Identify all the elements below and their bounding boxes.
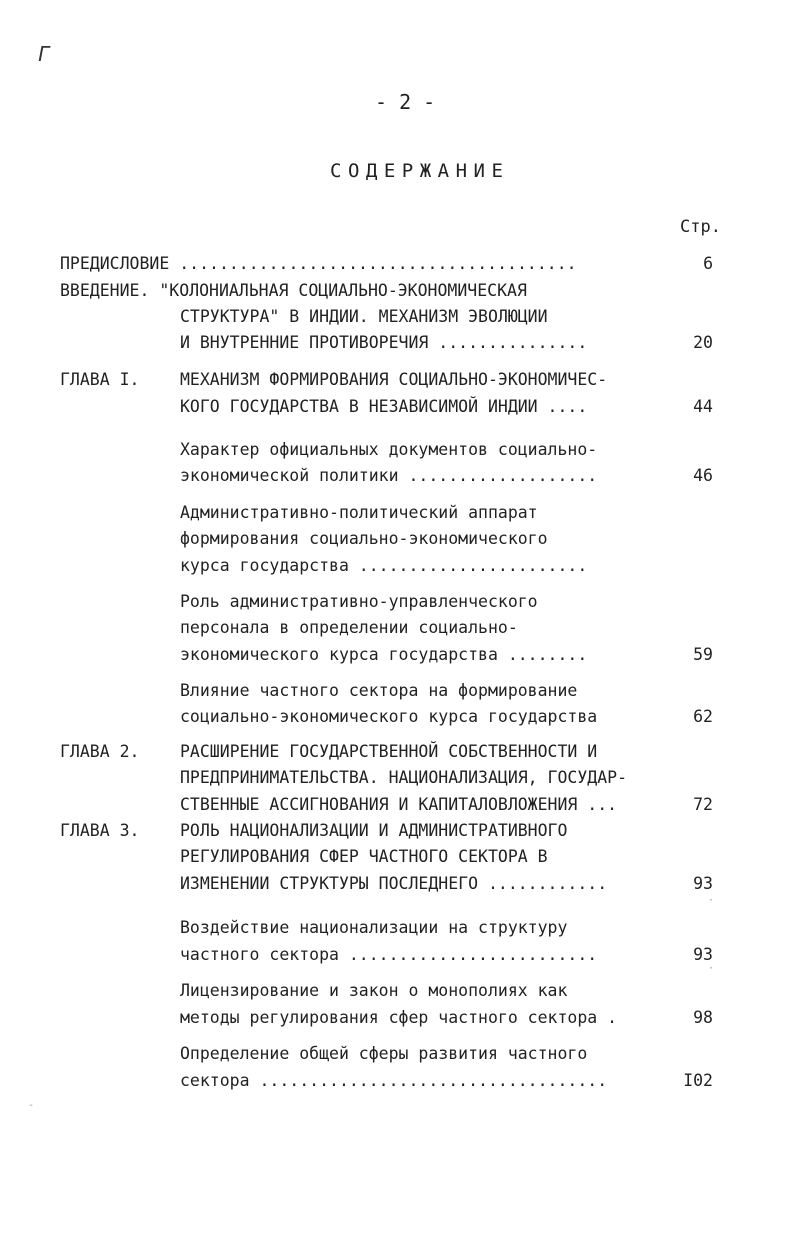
toc-entry-line: курса государства ....................... bbox=[180, 556, 588, 575]
toc-entry-line: формирования социально-экономического bbox=[180, 529, 548, 548]
toc-chapter-label: ГЛАВА 2. bbox=[60, 742, 140, 761]
toc-entry-line: Определение общей сферы развития частного bbox=[180, 1044, 588, 1063]
toc-entry-line: И ВНУТРЕННИЕ ПРОТИВОРЕЧИЯ ............... bbox=[180, 333, 588, 352]
toc-entry-line: экономического курса государства ........ bbox=[180, 645, 588, 664]
toc-entry-line: ИЗМЕНЕНИИ СТРУКТУРЫ ПОСЛЕДНЕГО ............ bbox=[180, 874, 608, 893]
toc-entry-line: сектора ................................... bbox=[180, 1071, 608, 1090]
toc-entry-line: Лицензирование и закон о монополиях как bbox=[180, 981, 568, 1000]
page-number: - 2 - bbox=[375, 90, 436, 114]
scan-speck: ‐ bbox=[28, 1100, 35, 1111]
toc-entry-line: социально-экономического курса государства bbox=[180, 707, 598, 726]
toc-entry-page: 20 bbox=[693, 333, 713, 352]
toc-entry-page: 59 bbox=[693, 645, 713, 664]
toc-entry-line: Административно-политический аппарат bbox=[180, 503, 538, 522]
toc-entry-line: Воздействие национализации на структуру bbox=[180, 918, 568, 937]
toc-entry-line: РАСШИРЕНИЕ ГОСУДАРСТВЕННОЙ СОБСТВЕННОСТИ И bbox=[180, 742, 598, 761]
corner-mark: Г bbox=[38, 42, 51, 66]
toc-entry-page: 98 bbox=[693, 1008, 713, 1027]
toc-entry-line: РЕГУЛИРОВАНИЯ СФЕР ЧАСТНОГО СЕКТОРА В bbox=[180, 847, 548, 866]
toc-entry-page: 6 bbox=[703, 254, 713, 273]
toc-entry-line: РОЛЬ НАЦИОНАЛИЗАЦИИ И АДМИНИСТРАТИВНОГО bbox=[180, 821, 568, 840]
toc-entry-line: ПРЕДПРИНИМАТЕЛЬСТВА. НАЦИОНАЛИЗАЦИЯ, ГОСУДАР- bbox=[180, 768, 628, 787]
scan-speck: · bbox=[708, 895, 715, 906]
toc-entry-line: Характер официальных документов социально- bbox=[180, 440, 598, 459]
page-column-label: Стр. bbox=[680, 217, 721, 237]
scan-speck: · bbox=[708, 963, 715, 974]
toc-entry-line: персонала в определении социально- bbox=[180, 618, 518, 637]
page-title: СОДЕРЖАНИЕ bbox=[330, 160, 510, 182]
toc-entry-line: Роль административно-управленческого bbox=[180, 592, 538, 611]
toc-entry-page: 72 bbox=[693, 795, 713, 814]
toc-entry-line: МЕХАНИЗМ ФОРМИРОВАНИЯ СОЦИАЛЬНО-ЭКОНОМИЧЕС- bbox=[180, 370, 608, 389]
toc-entry-line: СТРУКТУРА" В ИНДИИ. МЕХАНИЗМ ЭВОЛЮЦИИ bbox=[180, 307, 548, 326]
toc-entry-line: СТВЕННЫЕ АССИГНОВАНИЯ И КАПИТАЛОВЛОЖЕНИЯ ... bbox=[180, 795, 618, 814]
toc-entry-page: 46 bbox=[693, 466, 713, 485]
toc-entry-line: ПРЕДИСЛОВИЕ ........................................ bbox=[60, 254, 577, 273]
toc-entry-line: методы регулирования сфер частного сектора . bbox=[180, 1008, 618, 1027]
toc-entry-line: КОГО ГОСУДАРСТВА В НЕЗАВИСИМОЙ ИНДИИ .... bbox=[180, 397, 588, 416]
toc-entry-page: 44 bbox=[693, 397, 713, 416]
toc-entry-page: 93 bbox=[693, 874, 713, 893]
toc-entry-page: 93 bbox=[693, 945, 713, 964]
toc-entry-page: I02 bbox=[683, 1071, 713, 1090]
toc-chapter-label: ГЛАВА 3. bbox=[60, 821, 140, 840]
toc-entry-page: 62 bbox=[693, 707, 713, 726]
toc-entry-line: экономической политики ................... bbox=[180, 466, 598, 485]
toc-entry-line: Влияние частного сектора на формирование bbox=[180, 681, 578, 700]
toc-entry-line: частного сектора ......................... bbox=[180, 945, 598, 964]
toc-chapter-label: ГЛАВА I. bbox=[60, 370, 140, 389]
toc-entry-line: ВВЕДЕНИЕ. "КОЛОНИАЛЬНАЯ СОЦИАЛЬНО-ЭКОНОМИЧЕСКАЯ bbox=[60, 281, 527, 300]
